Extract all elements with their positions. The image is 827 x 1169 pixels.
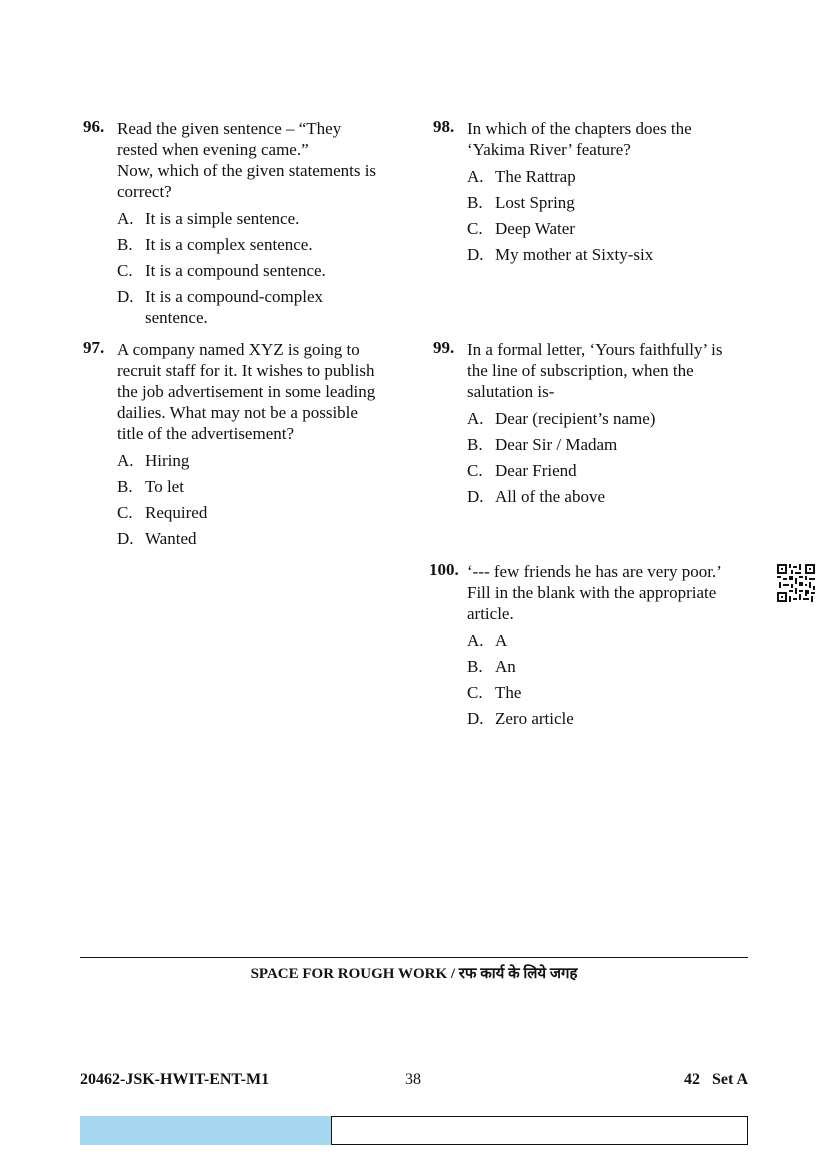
question-line: A company named XYZ is going to	[117, 340, 360, 359]
option-letter: A.	[467, 409, 484, 428]
option-text: An	[495, 657, 516, 676]
question-number: 100.	[429, 560, 459, 579]
question-number: 97.	[83, 338, 105, 357]
page-number: 38	[405, 1071, 421, 1088]
question-line: title of the advertisement?	[117, 424, 295, 443]
option-text: The	[495, 683, 522, 702]
option-letter: A.	[467, 631, 484, 650]
option-text: Lost Spring	[495, 193, 575, 212]
question-line: article.	[467, 604, 514, 623]
option-text: Hiring	[145, 451, 190, 470]
question-number: 96.	[83, 117, 105, 136]
option-text: It is a complex sentence.	[145, 235, 313, 254]
question-96	[83, 118, 403, 333]
rough-work-divider	[80, 957, 748, 958]
option-b	[467, 656, 753, 677]
option-text: A	[495, 631, 508, 650]
footer-blank-box	[331, 1116, 748, 1145]
options-list	[467, 166, 753, 265]
question-line: rested when evening came.”	[117, 140, 309, 159]
question-97	[83, 339, 403, 554]
option-letter: B.	[467, 435, 483, 454]
option-letter: B.	[467, 193, 483, 212]
question-line: ‘--- few friends he has are very poor.’	[467, 562, 722, 581]
question-text	[117, 118, 403, 202]
question-line: Read the given sentence – “They	[117, 119, 342, 138]
option-text: The Rattrap	[495, 167, 576, 186]
question-text	[467, 561, 753, 624]
question-text	[467, 339, 753, 402]
option-letter: C.	[117, 261, 133, 280]
option-d	[117, 286, 403, 328]
option-letter: D.	[467, 487, 484, 506]
options-list	[117, 208, 403, 328]
option-b	[117, 476, 403, 497]
option-a	[467, 408, 753, 429]
question-line: ‘Yakima River’ feature?	[467, 140, 631, 159]
option-letter: A.	[117, 451, 134, 470]
option-letter: D.	[467, 709, 484, 728]
option-text: To let	[145, 477, 184, 496]
question-line: the line of subscription, when the	[467, 361, 694, 380]
option-a	[117, 450, 403, 471]
option-d	[117, 528, 403, 549]
option-text: Dear (recipient’s name)	[495, 409, 656, 428]
option-text: It is a simple sentence.	[145, 209, 300, 228]
option-a	[467, 166, 753, 187]
option-text: Zero article	[495, 709, 574, 728]
option-c	[467, 682, 753, 703]
option-letter: C.	[467, 219, 483, 238]
question-number: 99.	[433, 338, 455, 357]
question-line: Now, which of the given statements is	[117, 161, 377, 180]
question-line: In which of the chapters does the	[467, 119, 692, 138]
options-list	[467, 630, 753, 729]
options-list	[117, 450, 403, 549]
option-text: Required	[145, 503, 208, 522]
option-letter: C.	[467, 683, 483, 702]
option-letter: C.	[467, 461, 483, 480]
option-d	[467, 244, 753, 265]
option-c	[467, 218, 753, 239]
option-letter: B.	[117, 235, 133, 254]
option-d	[467, 486, 753, 507]
option-c	[117, 260, 403, 281]
option-b	[467, 434, 753, 455]
option-letter: C.	[117, 503, 133, 522]
option-letter: A.	[467, 167, 484, 186]
qr-code-icon	[777, 564, 815, 602]
question-line: salutation is-	[467, 382, 555, 401]
option-letter: A.	[117, 209, 134, 228]
option-letter: D.	[467, 245, 484, 264]
option-text: Dear Friend	[495, 461, 577, 480]
question-text	[467, 118, 753, 160]
option-b	[117, 234, 403, 255]
question-line: In a formal letter, ‘Yours faithfully’ is	[467, 340, 723, 359]
option-letter: B.	[467, 657, 483, 676]
question-100	[429, 561, 753, 734]
option-text: It is a compound-complex sentence.	[145, 287, 323, 327]
question-line: the job advertisement in some leading	[117, 382, 376, 401]
option-text: Wanted	[145, 529, 197, 548]
question-99	[433, 339, 753, 512]
option-text: It is a compound sentence.	[145, 261, 326, 280]
option-letter: D.	[117, 287, 134, 306]
option-text: All of the above	[495, 487, 605, 506]
rough-work-label: SPACE FOR ROUGH WORK / रफ कार्य के लिये जगह	[250, 966, 578, 982]
question-line: recruit staff for it. It wishes to publish	[117, 361, 375, 380]
options-list	[467, 408, 753, 507]
option-a	[467, 630, 753, 651]
paper-code: 20462-JSK-HWIT-ENT-M1	[80, 1071, 270, 1088]
option-c	[117, 502, 403, 523]
footer-color-bar	[80, 1116, 331, 1145]
question-number: 98.	[433, 117, 455, 136]
set-label: 42 Set A	[684, 1071, 748, 1088]
question-line: Fill in the blank with the appropriate	[467, 583, 717, 602]
option-letter: B.	[117, 477, 133, 496]
option-letter: D.	[117, 529, 134, 548]
option-text: Deep Water	[495, 219, 575, 238]
option-a	[117, 208, 403, 229]
option-c	[467, 460, 753, 481]
option-text: Dear Sir / Madam	[495, 435, 618, 454]
question-text	[117, 339, 403, 444]
option-d	[467, 708, 753, 729]
question-line: dailies. What may not be a possible	[117, 403, 358, 422]
option-text: My mother at Sixty-six	[495, 245, 654, 264]
question-98	[433, 118, 753, 270]
option-b	[467, 192, 753, 213]
question-line: correct?	[117, 182, 172, 201]
